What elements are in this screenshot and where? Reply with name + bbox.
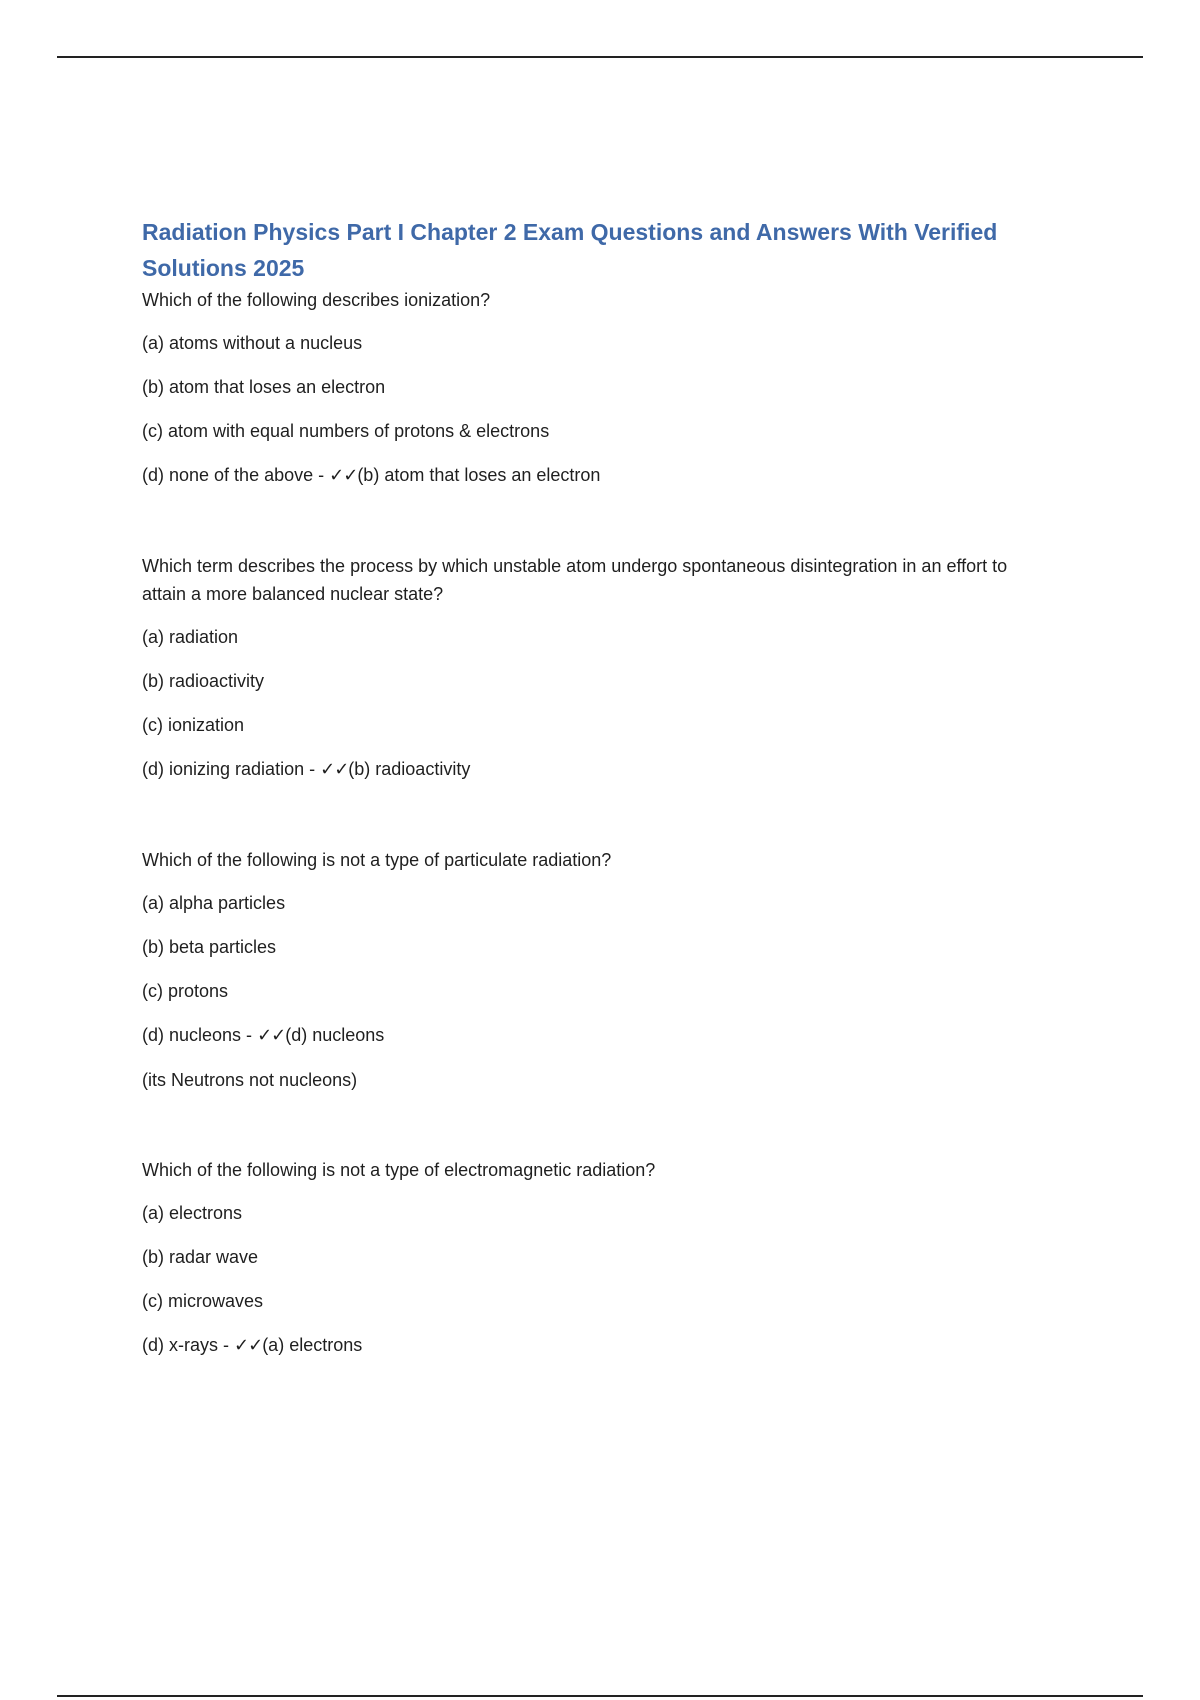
- answer-text: (b) radioactivity: [348, 759, 471, 779]
- option-d-with-answer: [142, 1021, 1047, 1050]
- option-d: (d) nucleons -: [142, 1025, 253, 1045]
- answer-note: (its Neutrons not nucleons): [142, 1070, 358, 1090]
- question-text: Which of the following is not a type of electromagnetic radiation?: [142, 1160, 656, 1180]
- option-d-with-answer: [142, 755, 1047, 784]
- answer-text: (a) electrons: [262, 1335, 363, 1355]
- option-d-with-answer: [142, 1331, 1047, 1360]
- document-title: Radiation Physics Part I Chapter 2 Exam Questions and Answers With Verified Solutions 2025: [142, 219, 998, 281]
- double-check-icon: ✓✓: [234, 1335, 263, 1356]
- option-d: (d) x-rays -: [142, 1335, 229, 1355]
- option-a: (a) electrons: [142, 1203, 243, 1223]
- double-check-icon: ✓✓: [257, 1025, 286, 1046]
- double-check-icon: ✓✓: [320, 759, 349, 780]
- option-b: (b) atom that loses an electron: [142, 377, 386, 397]
- question-block: [142, 846, 1047, 1094]
- double-check-icon: ✓✓: [329, 465, 358, 486]
- question-block: [142, 286, 1047, 490]
- option-a: (a) alpha particles: [142, 893, 286, 913]
- option-b: (b) radar wave: [142, 1247, 259, 1267]
- question-text: Which of the following is not a type of particulate radiation?: [142, 850, 612, 870]
- header-divider: [57, 56, 1143, 58]
- question-block: [142, 552, 1047, 784]
- option-c: (c) microwaves: [142, 1291, 264, 1311]
- question-block: [142, 1156, 1047, 1360]
- answer-text: (d) nucleons: [285, 1025, 385, 1045]
- option-b: (b) radioactivity: [142, 671, 265, 691]
- option-d-with-answer: [142, 461, 1047, 490]
- option-c: (c) protons: [142, 981, 229, 1001]
- option-c: (c) atom with equal numbers of protons & electrons: [142, 421, 550, 441]
- document-body: [142, 214, 1047, 1376]
- footer-divider: [57, 1695, 1143, 1697]
- option-a: (a) atoms without a nucleus: [142, 333, 363, 353]
- option-d: (d) none of the above -: [142, 465, 325, 485]
- option-d: (d) ionizing radiation -: [142, 759, 316, 779]
- question-text: Which of the following describes ionization?: [142, 290, 491, 310]
- option-a: (a) radiation: [142, 627, 239, 647]
- option-c: (c) ionization: [142, 715, 245, 735]
- question-text: Which term describes the process by which unstable atom undergo spontaneous disintegration in an effort to attain a more balanced nuclear state?: [142, 556, 1008, 604]
- option-b: (b) beta particles: [142, 937, 277, 957]
- answer-text: (b) atom that loses an electron: [357, 465, 601, 485]
